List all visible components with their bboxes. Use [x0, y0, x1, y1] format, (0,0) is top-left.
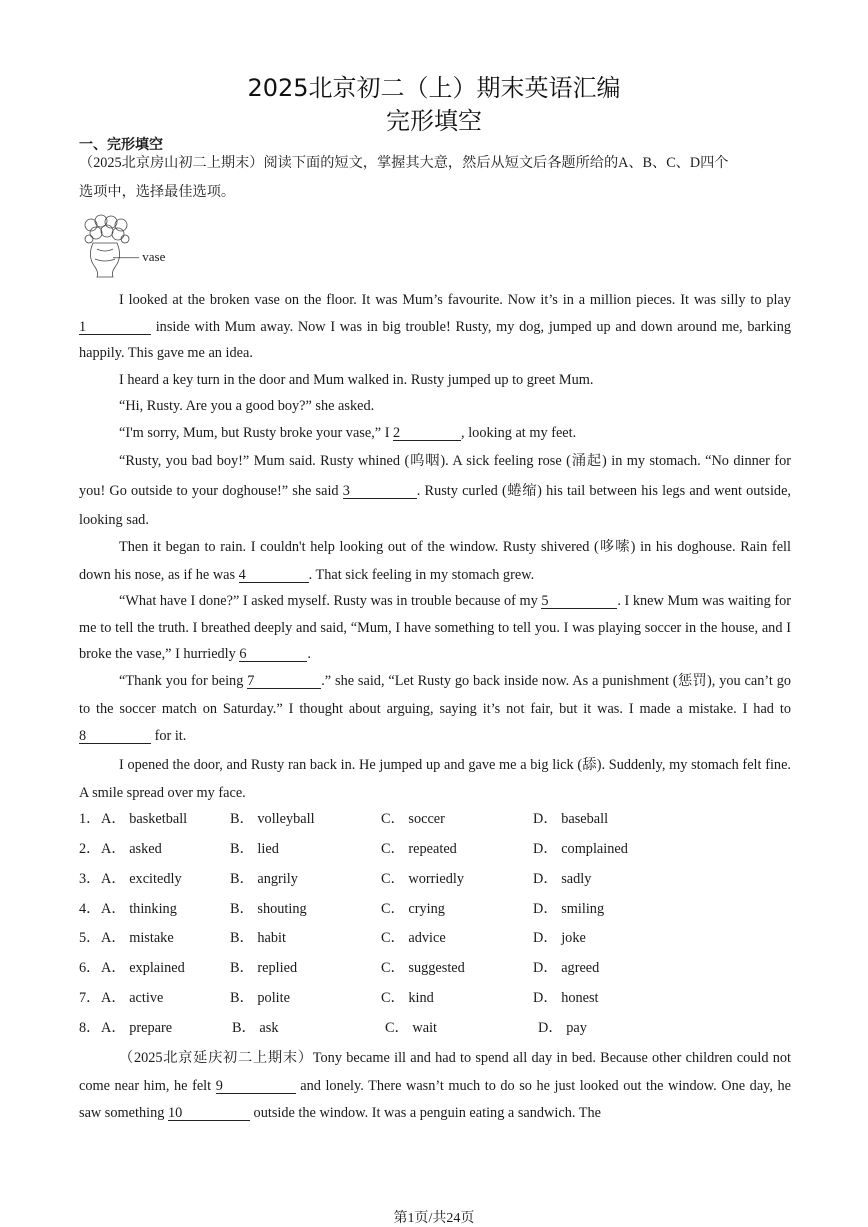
vase-label: —— vase — [113, 249, 166, 264]
option-c: C． soccer — [381, 811, 445, 827]
passage-paragraph-5: “Rusty, you bad boy!” Mum said. Rusty whined (呜咽). A sick feeling rose (涌起) in my stomach. “No dinner for you! Go outside to your doghouse!” she said 3 . Rusty curled (蜷缩) his tail between his legs and went outside, looking sad. — [79, 453, 791, 528]
blank-8: 8 — [79, 729, 151, 744]
option-c: C． kind — [381, 990, 434, 1006]
option-b: B． lied — [230, 841, 279, 857]
blank-6: 6 — [239, 647, 307, 662]
passage-paragraph-7: “What have I done?” I asked myself. Rusty was in trouble because of my 5 . I knew Mum was waiting for me to tell the truth. I breathed deeply and said, “Mum, I have something to tell you. I was playing soccer in the house, and I broke the vase,” I hurriedly 6 . — [79, 593, 791, 662]
passage-paragraph-2: I heard a key turn in the door and Mum walked in. Rusty jumped up to greet Mum. — [119, 372, 594, 388]
option-c: C． repeated — [381, 841, 457, 857]
page-footer: 第1页/共24页 — [393, 1211, 475, 1226]
blank-10: 10 — [168, 1106, 250, 1121]
option-d: D． pay — [538, 1020, 587, 1036]
blank-4: 4 — [239, 568, 309, 583]
blank-1: 1 — [79, 320, 151, 335]
option-d: D． sadly — [533, 871, 592, 887]
passage-paragraph-9: I opened the door, and Rusty ran back in. He jumped up and gave me a big lick (舔). Suddenly, my stomach felt fine. A smile spread over my face. — [79, 757, 791, 801]
option-a: A． asked — [101, 841, 162, 857]
option-c: C． crying — [381, 901, 445, 917]
option-d: D． honest — [533, 990, 599, 1006]
option-c: C． wait — [385, 1020, 438, 1036]
document-title: 2025北京初二（上）期末英语汇编 — [247, 74, 621, 102]
option-b: B． angrily — [230, 871, 298, 887]
option-a: A． mistake — [101, 930, 174, 946]
option-b: B． habit — [230, 930, 286, 946]
option-a: A． active — [101, 990, 164, 1006]
option-c: C． worriedly — [381, 871, 464, 887]
option-a: A． excitedly — [101, 871, 182, 887]
document-subtitle: 完形填空 — [386, 107, 482, 135]
blank-7: 7 — [247, 674, 321, 689]
passage-paragraph-6: Then it began to rain. I couldn't help looking out of the window. Rusty shivered (哆嗦) in his doghouse. Rain fell down his nose, as if he was 4 . That sick feeling in my stomach grew. — [79, 539, 791, 583]
passage-paragraph-8: “Thank you for being 7 .” she said, “Let Rusty go back inside now. As a punishment (惩罚), you can’t go to the soccer match on Saturday.” I thought about arguing, saying it’s not fair, but it was. I made a mistake. I had to 8 for it. — [79, 673, 791, 744]
blank-2: 2 — [393, 426, 461, 441]
option-c: C． advice — [381, 930, 446, 946]
passage-2-paragraph-1: （2025北京延庆初二上期末）Tony became ill and had to spend all day in bed. Because other children could not come near him, he felt 9 and lonely. There wasn’t much to do so he just looked out the window. One day, he saw something 10 outside the window. It was a penguin eating a sandwich. The — [79, 1050, 792, 1121]
instructions-line-1: （2025北京房山初二上期末）阅读下面的短文，掌握其大意，然后从短文后各题所给的A、B、C、D四个 — [79, 155, 729, 171]
option-b: B． volleyball — [230, 811, 315, 827]
passage-paragraph-3: “Hi, Rusty. Are you a good boy?” she asked. — [119, 398, 375, 414]
section-heading: 一、完形填空 — [79, 137, 163, 153]
instructions-line-2: 选项中，选择最佳选项。 — [79, 184, 236, 200]
option-a: A． prepare — [101, 1020, 173, 1036]
option-b: B． replied — [230, 960, 298, 976]
blank-5: 5 — [541, 594, 617, 609]
option-d: D． baseball — [533, 811, 609, 827]
option-d: D． complained — [533, 841, 628, 857]
option-a: A． explained — [101, 960, 185, 976]
blank-9: 9 — [216, 1079, 296, 1094]
option-d: D． joke — [533, 930, 586, 946]
option-d: D． smiling — [533, 901, 605, 917]
option-b: B． ask — [232, 1020, 279, 1036]
vase-illustration — [79, 213, 135, 279]
option-a: A． thinking — [101, 901, 177, 917]
passage-paragraph-1: I looked at the broken vase on the floor. It was Mum’s favourite. Now it’s in a million pieces. It was silly to play 1 inside with Mum away. Now I was in big trouble! Rusty, my dog, jumped up and down around me, barking happily. This gave me an idea. — [79, 292, 791, 361]
option-d: D． agreed — [533, 960, 600, 976]
passage-paragraph-4: “I'm sorry, Mum, but Rusty broke your vase,” I 2 , looking at my feet. — [119, 425, 577, 441]
option-c: C． suggested — [381, 960, 465, 976]
option-b: B． shouting — [230, 901, 307, 917]
blank-3: 3 — [343, 484, 417, 499]
option-a: A． basketball — [101, 811, 188, 827]
option-b: B． polite — [230, 990, 290, 1006]
